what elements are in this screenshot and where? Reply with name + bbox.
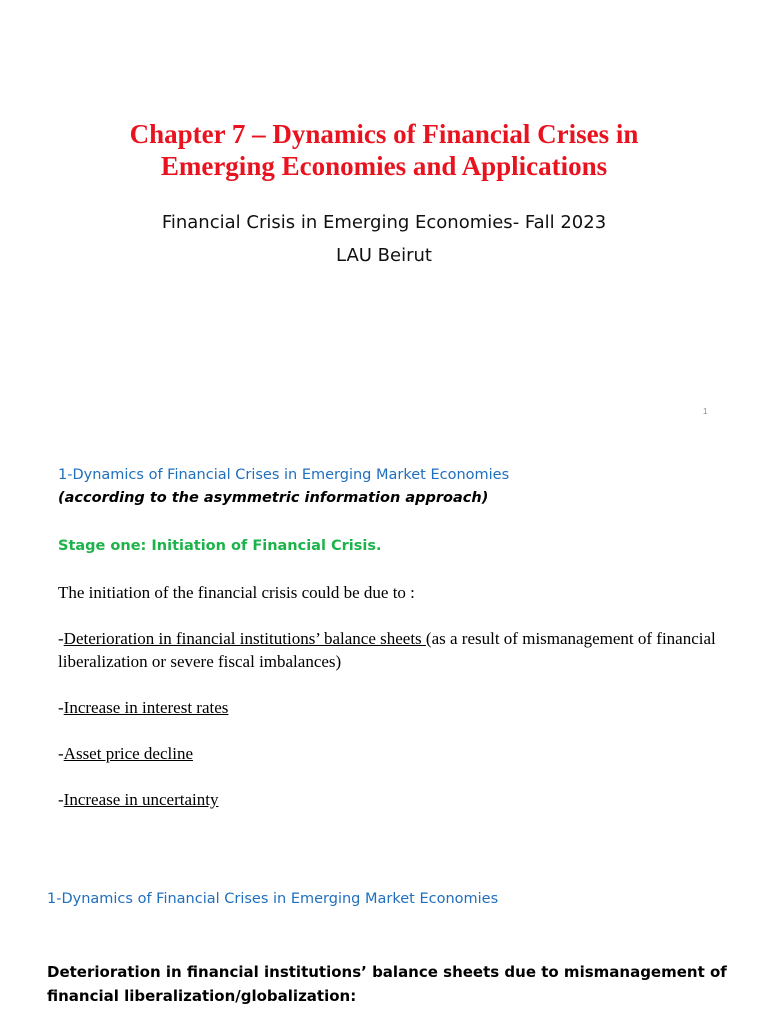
course-subtitle: Financial Crisis in Emerging Economies- Fall 2023 [161, 212, 607, 233]
section-heading: 1-Dynamics of Financial Crises in Emerging Market Economies [47, 891, 499, 907]
bold-paragraph: Deterioration in financial institutions’ balance sheets due to mismanagement of financial liberalization/globalization: [47, 963, 727, 1005]
bullet-prefix: - [58, 744, 64, 763]
bullet-balance-sheets [58, 627, 723, 673]
slide-title-line2: Emerging Economies and Applications [160, 151, 608, 181]
section-subheading: (according to the asymmetric information approach) [58, 490, 489, 506]
bullet-prefix: - [58, 790, 64, 809]
bullet-underlined-text: Increase in interest rates [63, 698, 229, 717]
stage-heading: Stage one: Initiation of Financial Crisis. [58, 538, 382, 554]
content-slide-deterioration [0, 850, 768, 1024]
bullet-asset-price [58, 742, 193, 765]
bullet-underlined-text: Asset price decline [63, 744, 194, 763]
institution-subtitle: LAU Beirut [336, 245, 432, 266]
content-slide-stage-one [0, 430, 768, 850]
bullet-underlined-text: Increase in uncertainty [63, 790, 219, 809]
bullet-rest-text: (as a result of mismanagement of financial liberalization or severe fiscal imbalances) [58, 629, 716, 671]
title-slide [0, 0, 768, 430]
bullet-prefix: - [58, 698, 64, 717]
bullet-interest-rates [58, 696, 228, 719]
page-number: 1 [703, 407, 708, 416]
section-heading: 1-Dynamics of Financial Crises in Emerging Market Economies [58, 467, 510, 483]
intro-text: The initiation of the financial crisis could be due to : [58, 583, 415, 602]
bullet-uncertainty [58, 788, 218, 811]
slide-title [0, 118, 768, 182]
bullet-underlined-text: Deterioration in financial institutions’ balance sheets [63, 629, 426, 648]
bullet-prefix: - [58, 629, 64, 648]
slide-title-line1: Chapter 7 – Dynamics of Financial Crises in [129, 119, 639, 149]
